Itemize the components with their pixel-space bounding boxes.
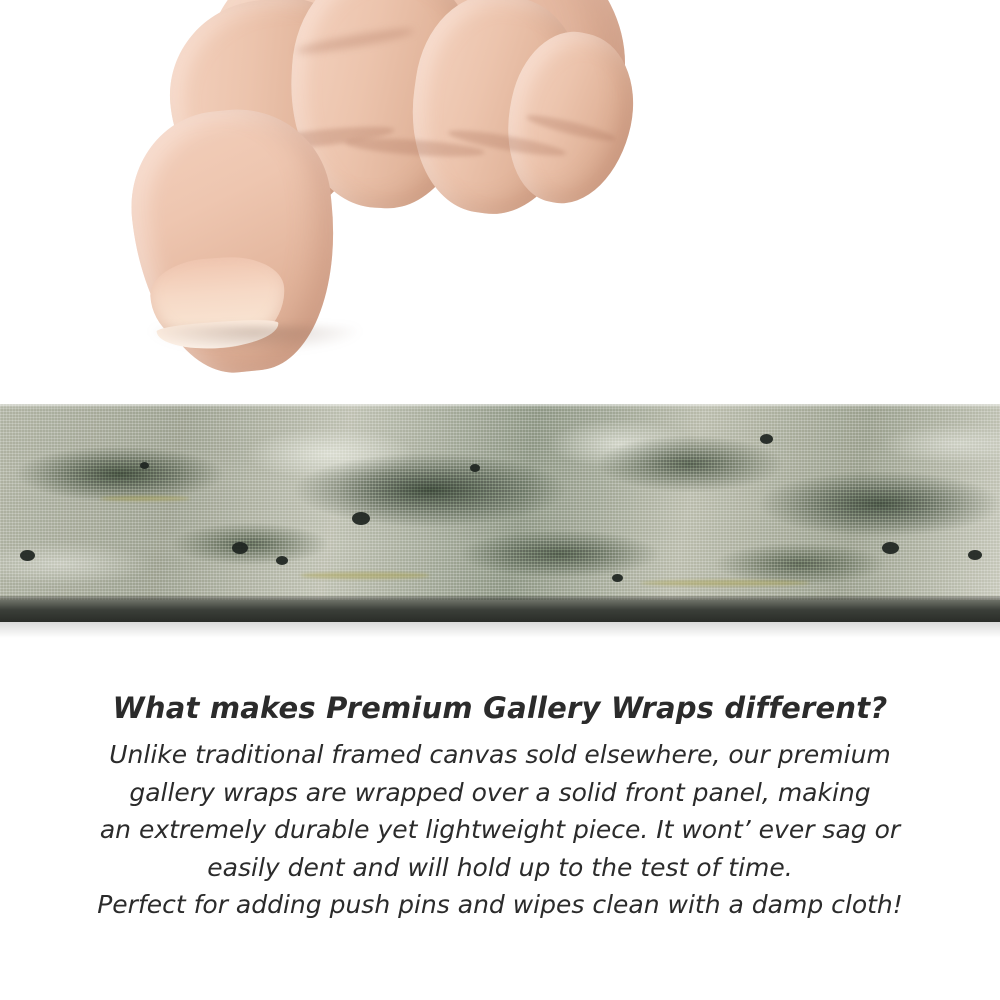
yellow-streak <box>100 496 190 501</box>
caption-line: Perfect for adding push pins and wipes clean with a damp cloth! <box>97 890 903 920</box>
texture-speck <box>968 550 982 560</box>
canvas-weave-texture <box>0 404 1000 622</box>
caption-line: gallery wraps are wrapped over a solid front panel, making <box>129 777 871 807</box>
yellow-streak <box>300 572 430 579</box>
caption-body <box>0 736 1000 924</box>
canvas-back-edge <box>0 600 1000 622</box>
texture-speck <box>20 550 35 561</box>
texture-speck <box>140 462 149 469</box>
canvas-drop-shadow <box>0 622 1000 638</box>
texture-speck <box>352 512 370 525</box>
caption-heading: What makes Premium Gallery Wraps different? <box>112 691 888 725</box>
canvas-wrap-edge-strip <box>0 404 1000 622</box>
caption-line: easily dent and will hold up to the test of time. <box>207 852 793 882</box>
texture-speck <box>470 464 480 472</box>
canvas-top-edge-highlight <box>0 404 1000 408</box>
texture-speck <box>882 542 899 554</box>
texture-speck <box>612 574 623 582</box>
caption-block <box>0 690 1000 924</box>
hand-illustration <box>95 0 615 410</box>
texture-speck <box>276 556 288 565</box>
texture-speck <box>760 434 773 444</box>
texture-speck <box>232 542 248 554</box>
hand-photo-area <box>0 0 1000 410</box>
thumb-contact-shadow <box>150 326 360 352</box>
yellow-streak <box>640 580 810 586</box>
caption-line: an extremely durable yet lightweight piece. It wont’ ever sag or <box>99 815 901 845</box>
caption-line: Unlike traditional framed canvas sold elsewhere, our premium <box>109 740 891 770</box>
